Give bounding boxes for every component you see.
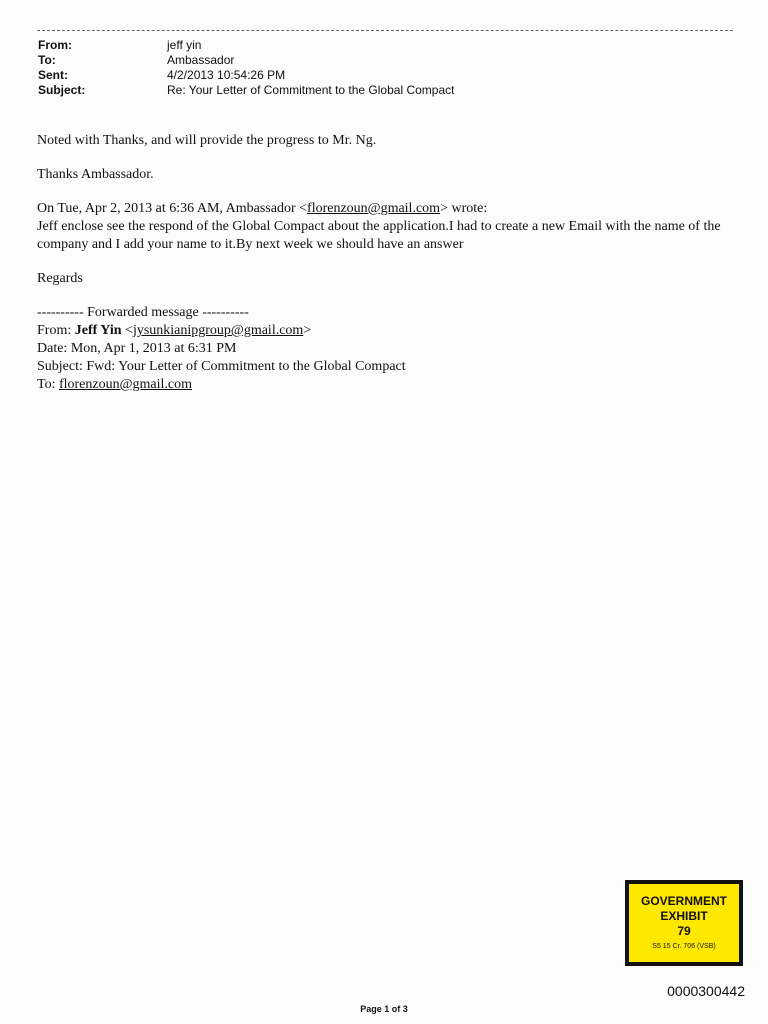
- quote-text: Jeff enclose see the respond of the Global Compact about the application.I had to create a new Email with the name of the company and I add your name to it.By next week we should have an answer: [37, 219, 721, 252]
- exhibit-line-exhibit: EXHIBIT: [660, 909, 708, 923]
- quote-attribution: [37, 200, 737, 218]
- bates-number: 0000300442: [667, 983, 745, 999]
- regards: Regards: [37, 271, 83, 286]
- exhibit-sticker-inner: [629, 884, 739, 962]
- forwarded-subject: Subject: Fwd: Your Letter of Commitment to the Global Compact: [37, 359, 406, 374]
- sent-value: 4/2/2013 10:54:26 PM: [167, 68, 286, 82]
- forwarded-email-close: >: [303, 323, 312, 338]
- body-line-thanks: Thanks Ambassador.: [37, 167, 154, 182]
- quote-prefix: On Tue, Apr 2, 2013 at 6:36 AM, Ambassador <: [37, 201, 308, 216]
- forwarded-divider: ---------- Forwarded message ----------: [37, 305, 249, 320]
- to-value: Ambassador: [167, 53, 235, 67]
- forwarded-from-email-link[interactable]: jysunkianipgroup@gmail.com: [132, 323, 304, 338]
- quote-email-link[interactable]: florenzoun@gmail.com: [307, 201, 441, 216]
- body-line-noted: Noted with Thanks, and will provide the progress to Mr. Ng.: [37, 133, 377, 148]
- to-row: [38, 53, 728, 68]
- page-footer: Page 1 of 3: [360, 1004, 408, 1014]
- forwarded-email-open: <: [121, 323, 133, 338]
- quote-suffix: > wrote:: [440, 201, 488, 216]
- subject-value: Re: Your Letter of Commitment to the Global Compact: [167, 83, 455, 97]
- forwarded-to: [37, 376, 737, 394]
- forwarded-date: Date: Mon, Apr 1, 2013 at 6:31 PM: [37, 341, 237, 356]
- government-exhibit-sticker: [625, 880, 743, 966]
- forwarded-to-label: To:: [37, 377, 59, 392]
- exhibit-case-number: S5 15 Cr. 706 (VSB): [652, 943, 716, 950]
- email-header: [38, 38, 728, 98]
- subject-row: [38, 83, 728, 98]
- exhibit-line-government: GOVERNMENT: [640, 894, 727, 908]
- from-value: jeff yin: [167, 38, 202, 52]
- forwarded-to-email-link[interactable]: florenzoun@gmail.com: [58, 377, 192, 392]
- forwarded-from: [37, 322, 737, 340]
- forwarded-from-name: Jeff Yin: [74, 323, 122, 338]
- from-label: From:: [38, 38, 72, 52]
- subject-label: Subject:: [38, 83, 86, 97]
- exhibit-number: 79: [677, 924, 691, 938]
- sent-label: Sent:: [38, 68, 68, 82]
- email-body: [37, 132, 737, 394]
- forwarded-from-label: From:: [37, 323, 75, 338]
- from-row: [38, 38, 728, 53]
- to-label: To:: [38, 53, 56, 67]
- header-divider: [37, 30, 733, 31]
- sent-row: [38, 68, 728, 83]
